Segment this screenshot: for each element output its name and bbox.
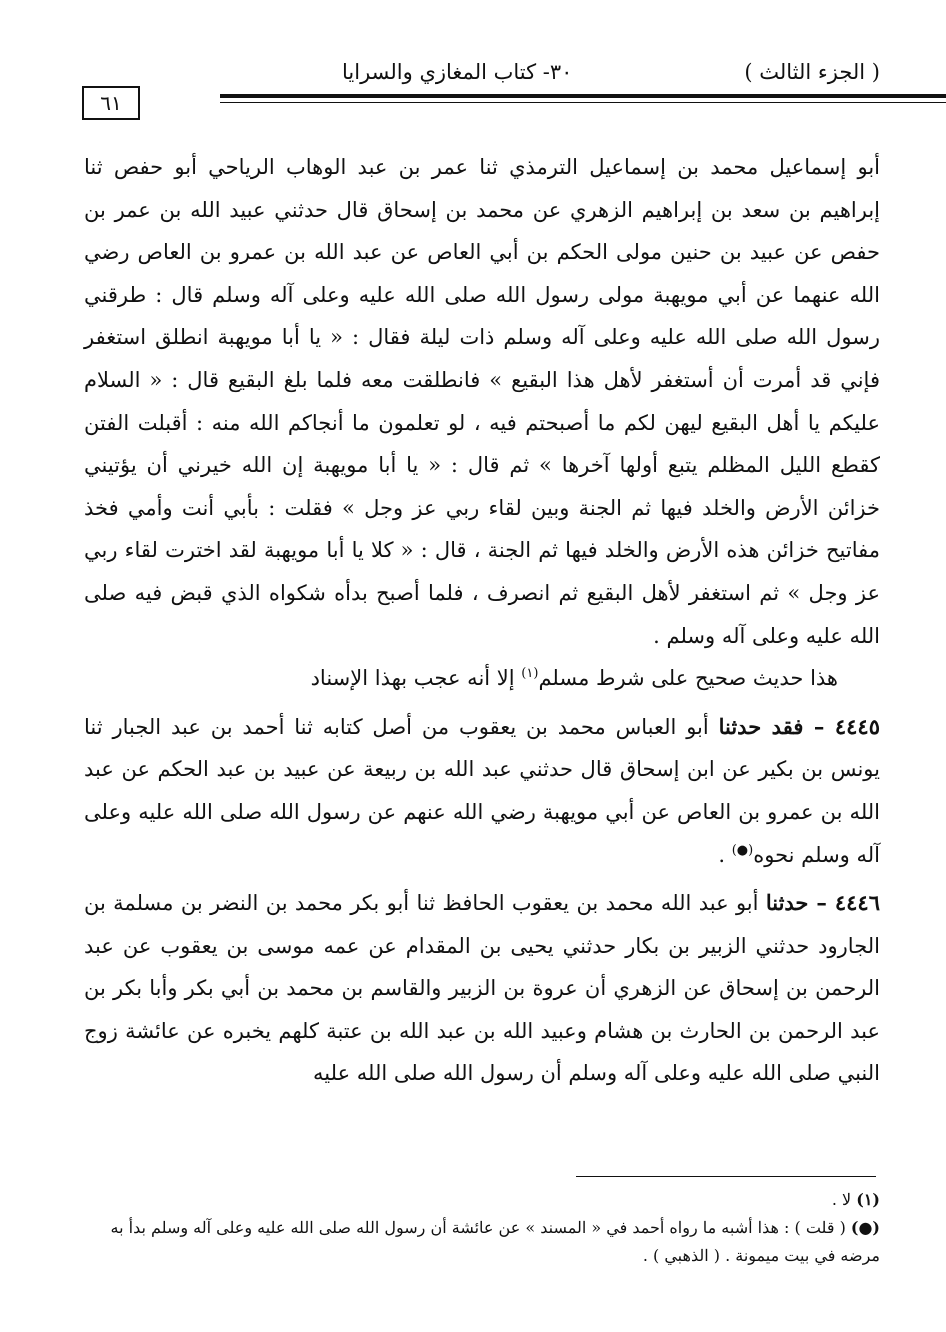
hadith-keyword: – حدثنا: [765, 890, 835, 916]
paragraph-narration: أبو إسماعيل محمد بن إسماعيل الترمذي ثنا عمر بن عبد الوهاب الرياحي أبو حفص ثنا إبراهيم بن سعد بن إبراهيم الزهري عن محمد بن إسحاق قال حدثني عبيد الله بن عمر بن حفص عن عبيد بن حنين مولى الحكم بن أبي العاص عن عبد الله بن عمرو بن العاص رضي الله عنهما عن أبي مويهبة مولى رسول الله صلى الله عليه وعلى آله وسلم قال : طرقني رسول الله صلى الله عليه وعلى آله وسلم ذات ليلة فقال : « يا أبا مويهبة انطلق استغفر فإني قد أمرت أن أستغفر لأهل هذا البقيع » فانطلقت معه فلما بلغ البقيع قال : « السلام عليكم يا أهل البقيع ليهن لكم ما أصبحتم فيه ، لو تعلمون ما أنجاكم الله منه : أقبلت الفتن كقطع الليل المظلم يتبع أولها آخرها » ثم قال : « يا أبا مويهبة إن الله خيرني أن يؤتيني خزائن الأرض والخلد فيها ثم الجنة وبين لقاء ربي عز وجل » فقلت : بأبي أنت وأمي فخذ مفاتيح خزائن هذه الأرض والخلد فيها ثم الجنة ، قال : « كلا يا أبا مويهبة لقد اخترت لقاء ربي عز وجل » ثم استغفر لأهل البقيع ثم انصرف ، فلما أصبح بدأه شكواه الذي قبض فيه صلى الله عليه وعلى آله وسلم .: [84, 155, 880, 648]
hadith-keyword: – فقد حدثنا: [718, 713, 835, 739]
footnotes: [84, 1186, 880, 1270]
paragraph-ruling: [84, 657, 880, 700]
hadith-text: أبو عبد الله محمد بن يعقوب الحافظ ثنا أبو بكر محمد بن النضر بن مسلمة بن الجارود حدثني الزبير بن بكار حدثني يحيى بن المقدام عن عمه موسى بن يعقوب عن عبد الرحمن بن إسحاق عن الزهري أن عروة بن الزبير والقاسم بن محمد بن أبي بكر وأبا بكر بن عبد الرحمن بن الحارث بن هشام وعبيد الله بن عبد الله بن عتبة كلهم يخبره عن عائشة زوج النبي صلى الله عليه وعلى آله وسلم أن رسول الله صلى الله عليه: [84, 891, 880, 1086]
ruling-text: هذا حديث صحيح على شرط مسلم: [538, 666, 838, 691]
volume-title: ( الجزء الثالث ): [744, 60, 880, 84]
footnote-1-text: لا .: [831, 1190, 857, 1209]
header-rule-thick: [220, 94, 946, 98]
ruling-text-end: إلا أنه عجب بهذا الإسناد: [310, 666, 522, 691]
main-text: [84, 146, 880, 1095]
page-number: ٦١: [82, 86, 140, 120]
footnote-1-mark: (١): [856, 1190, 880, 1209]
hadith-text: أبو العباس محمد بن يعقوب من أصل كتابه ثنا أحمد بن عبد الجبار ثنا يونس بن بكير عن ابن إسحاق قال حدثني عبد الله بن ربيعة عن عبيد بن عبد الحكم عن عبد الله بن عمرو بن العاص عن أبي مويهبة رضي الله عنهم عن رسول الله صلى الله عليه وعلى آله وسلم نحوه: [84, 714, 880, 867]
hadith-end: .: [718, 842, 732, 867]
chapter-title: ٣٠- كتاب المغازي والسرايا: [342, 60, 573, 84]
footnote-separator: [576, 1176, 876, 1177]
footnote-2: [84, 1214, 880, 1270]
footnote-2-mark: (●): [850, 1218, 880, 1237]
footnote-ref-1: (١): [521, 666, 539, 682]
header-rule-thin: [220, 102, 946, 103]
footnote-2-text: ( قلت ) : هذا أشبه ما رواه أحمد في « المسند » عن عائشة أن رسول الله صلى الله عليه وعلى آله وسلم بدأ به مرضه في بيت ميمونة . ( الذهبي ) .: [110, 1218, 880, 1265]
hadith-number: ٤٤٤٥: [834, 713, 880, 739]
hadith-4445: [84, 706, 880, 876]
footnote-ref-2: (●): [731, 842, 754, 858]
hadith-4446: [84, 882, 880, 1095]
footnote-1: [84, 1186, 880, 1214]
running-header: [80, 60, 880, 100]
hadith-number: ٤٤٤٦: [834, 890, 880, 916]
